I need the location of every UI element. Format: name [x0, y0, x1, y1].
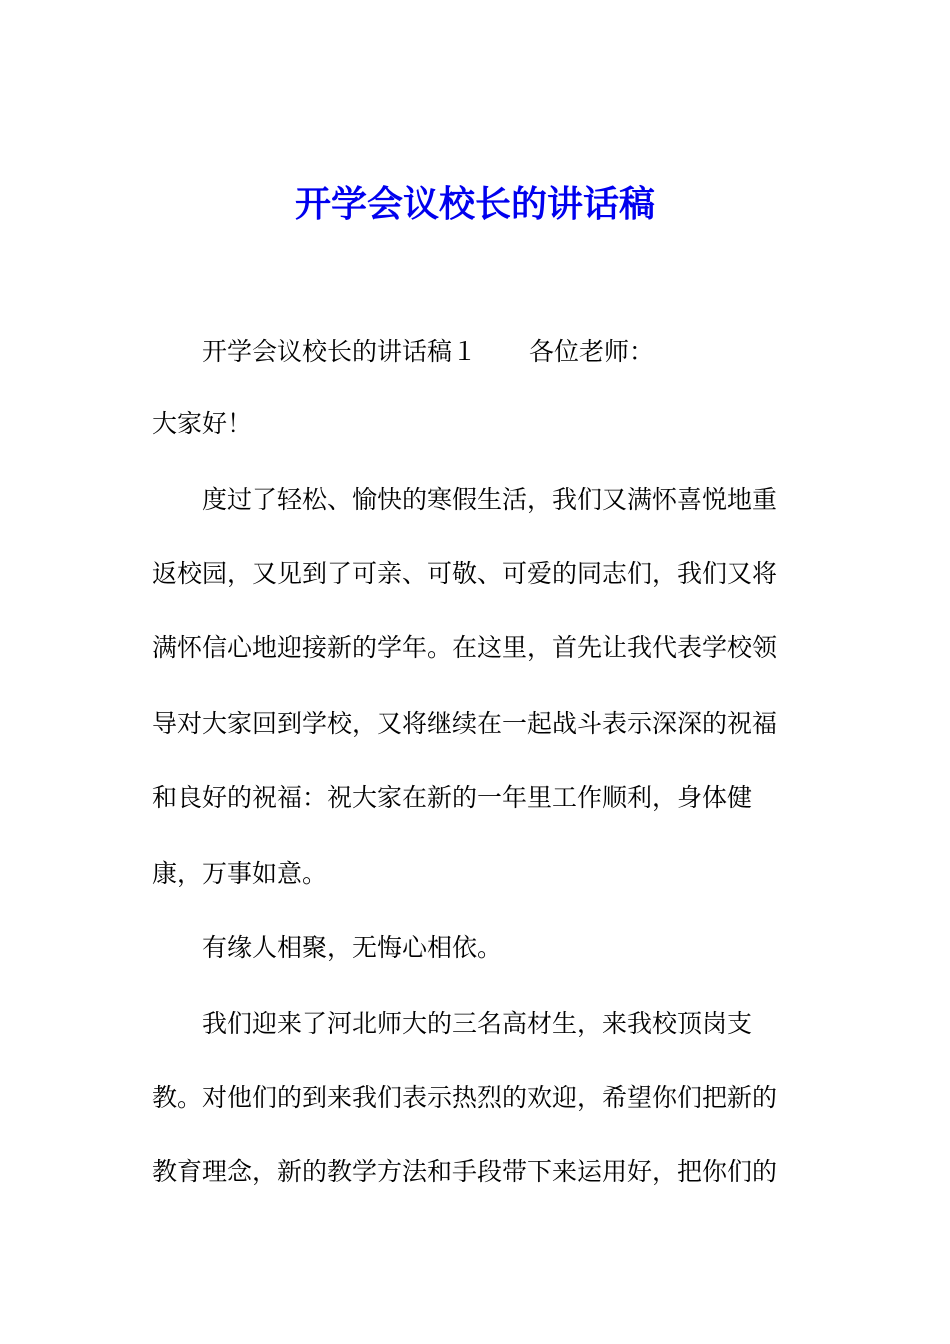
- paragraph-line: 教育理念，新的教学方法和手段带下来运用好，把你们的: [152, 1157, 778, 1186]
- paragraph-line: 导对大家回到学校，又将继续在一起战斗表示深深的祝福: [152, 709, 778, 738]
- paragraph-line: 满怀信心地迎接新的学年。在这里，首先让我代表学校领: [152, 633, 778, 662]
- heading-line: [202, 332, 792, 372]
- greeting-line: 大家好！: [152, 409, 253, 438]
- paragraph-line: 康，万事如意。: [152, 859, 328, 888]
- paragraph-line: 教。对他们的到来我们表示热烈的欢迎，希望你们把新的: [152, 1083, 778, 1112]
- paragraph-line: 有缘人相聚，无悔心相依。: [202, 933, 503, 962]
- document-title: 开学会议校长的讲话稿: [294, 183, 655, 225]
- salutation: 各位老师：: [529, 337, 655, 366]
- paragraph-line: 我们迎来了河北师大的三名高材生，来我校顶岗支: [202, 1009, 753, 1038]
- paragraph-line: 和良好的祝福：祝大家在新的一年里工作顺利，身体健: [152, 783, 753, 812]
- speech-heading: 开学会议校长的讲话稿１: [202, 337, 478, 366]
- paragraph-line: 度过了轻松、愉快的寒假生活，我们又满怀喜悦地重: [202, 485, 778, 514]
- paragraph-line: 返校园，又见到了可亲、可敬、可爱的同志们，我们又将: [152, 559, 778, 588]
